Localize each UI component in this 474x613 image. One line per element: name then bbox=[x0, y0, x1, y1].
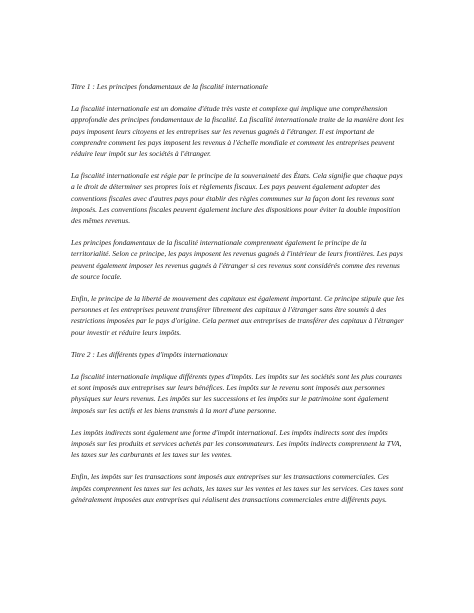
document-body bbox=[71, 81, 405, 516]
paragraph-4: Enfin, le principe de la liberté de mouvement des capitaux est également important. Ce principe stipule que les personnes et les entreprises peuvent transférer librement des capitaux à l'étranger sans être soumis à des restrictions imposées par le pays d'origine. Cela permet aux entreprises de transférer des capitaux à l'étranger pour investir et réduire leurs impôts. bbox=[71, 294, 405, 337]
paragraph-6: Les impôts indirects sont également une forme d'impôt international. Les impôts indirects sont des impôts imposés sur les produits et services achetés par les consommateurs. Les impôts indirects comprennent la TVA, les taxes sur les carburants et les taxes sur les ventes. bbox=[71, 427, 402, 460]
section-title-2: Titre 2 : Les différents types d'impôts internationaux bbox=[71, 349, 228, 359]
paragraph-5: La fiscalité internationale implique différents types d'impôts. Les impôts sur les sociétés sont les plus courants et sont imposés aux entreprises sur leurs bénéfices. Les impôts sur le revenu sont imposés aux personnes physiques sur leurs revenus. Les impôts sur les successions et les impôts sur le patrimoine sont également imposés sur les actifs et les biens transmis à la mort d'une personne. bbox=[71, 372, 402, 415]
paragraph-2: La fiscalité internationale est régie par le principe de la souveraineté des États. Cela signifie que chaque pays a le droit de déterminer ses propres lois et règlements fiscaux. Les pays peuvent également adopter des conventions fiscales avec d'autres pays pour établir des règles communes sur la façon dont les revenus sont imposés. Les conventions fiscales peuvent également inclure des dispositions pour éviter la double imposition des mêmes revenus. bbox=[71, 171, 403, 226]
paragraph-1: La fiscalité internationale est un domaine d'étude très vaste et complexe qui implique une compréhension approfondie des principes fondamentaux de la fiscalité. La fiscalité internationale traite de la manière dont les pays imposent leurs citoyens et les entreprises sur les revenus gagnés à l'étranger. Il est important de comprendre comment les pays imposent les revenus à l'échelle mondiale et comment les entreprises peuvent réduire leur impôt sur les sociétés à l'étranger. bbox=[71, 104, 404, 159]
section-title-1: Titre 1 : Les principes fondamentaux de la fiscalité internationale bbox=[71, 82, 268, 91]
paragraph-7: Enfin, les impôts sur les transactions sont imposés aux entreprises sur les transactions commerciales. Ces impôts comprennent les taxes sur les achats, les taxes sur les ventes et les taxes sur les services. Ces taxes sont généralement imposées aux entreprises qui réalisent des transactions commerciales entre différents pays. bbox=[71, 472, 404, 504]
paragraph-3: Les principes fondamentaux de la fiscalité internationale comprennent également le principe de la territorialité. Selon ce principe, les pays imposent les revenus gagnés à l'intérieur de leurs frontières. Les pays peuvent également imposer les revenus gagnés à l'étranger si ces revenus sont considérés comme des revenus de source locale. bbox=[71, 238, 403, 281]
